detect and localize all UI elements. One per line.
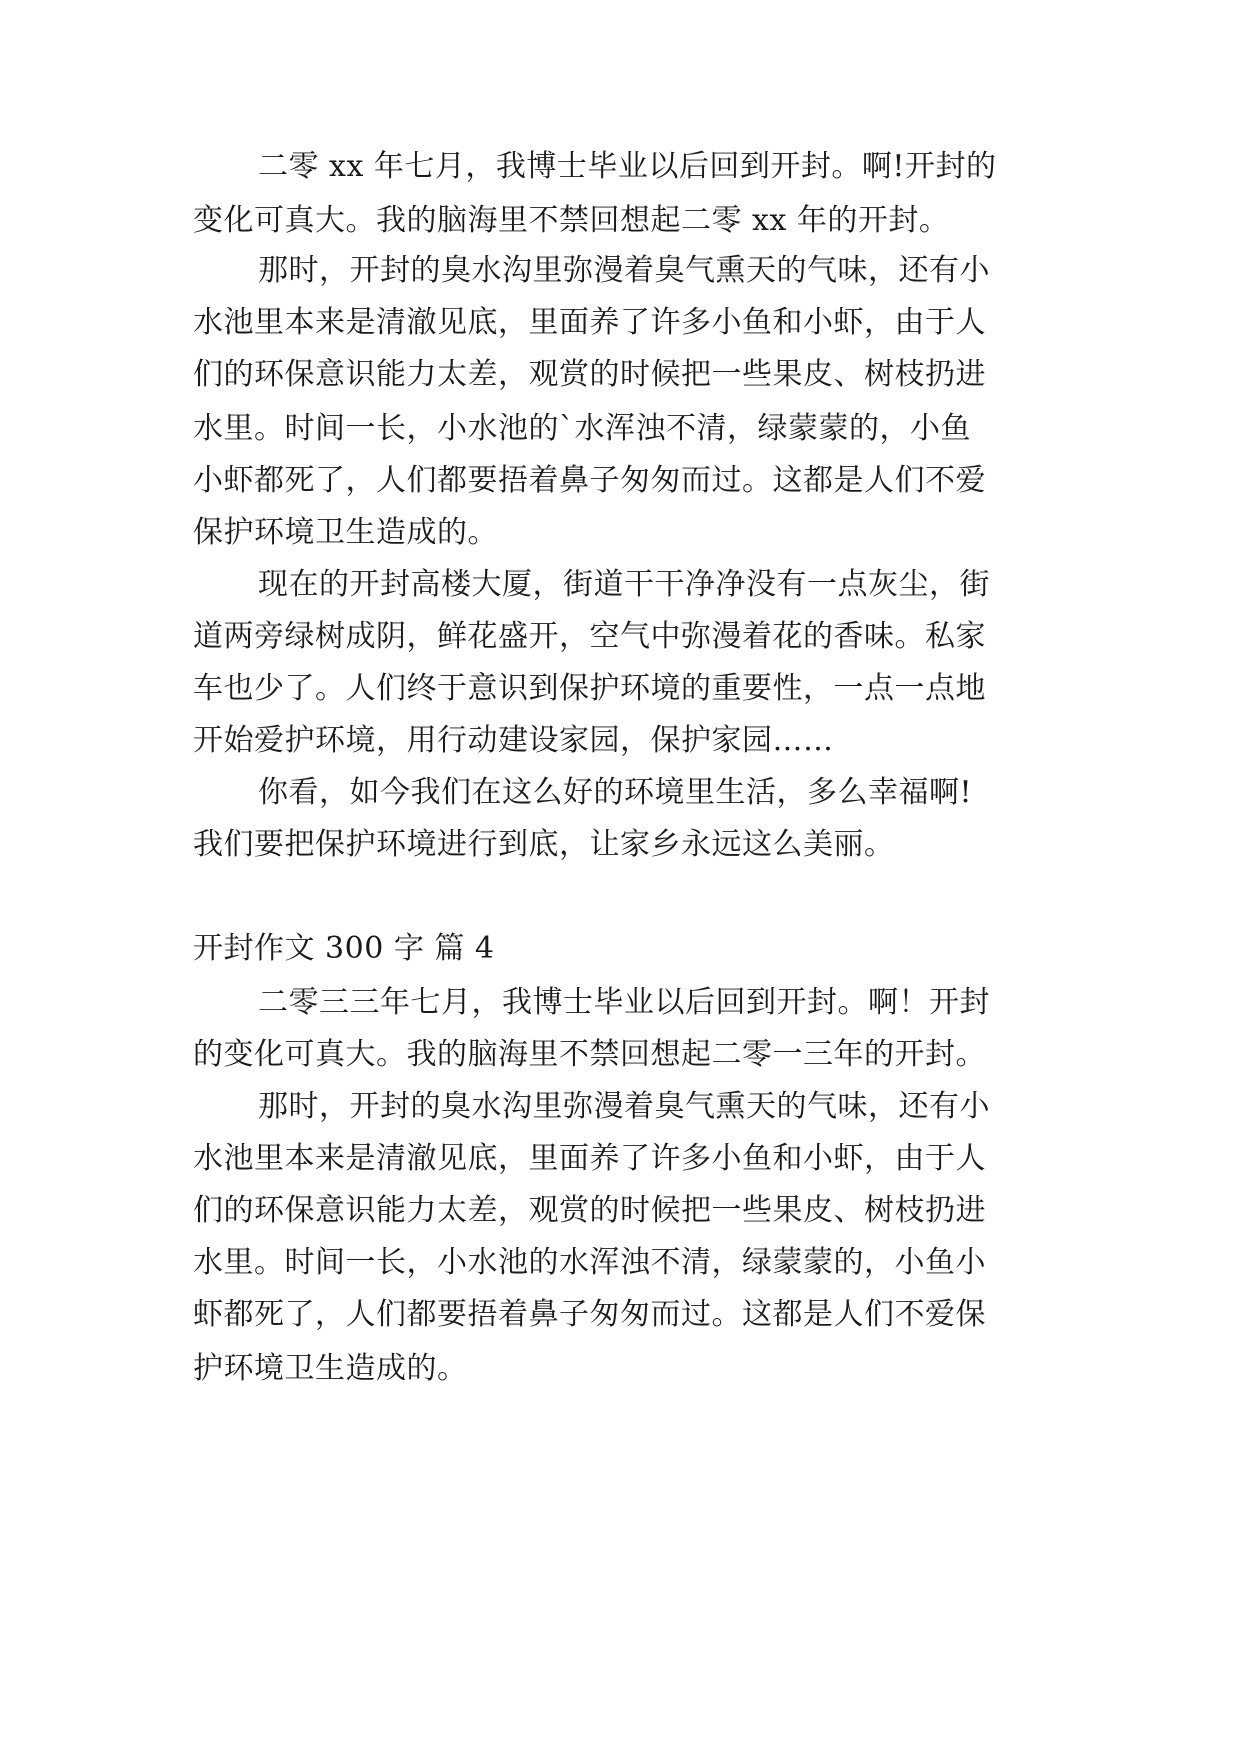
paragraph-line: 护环境卫生造成的。 bbox=[193, 1351, 468, 1386]
paragraph-line: 保护环境卫生造成的。 bbox=[193, 515, 498, 550]
paragraph-line: 现在的开封高楼大厦，街道干干净净没有一点灰尘，街 bbox=[258, 567, 990, 602]
paragraph-line: 二零三三年七月，我博士毕业以后回到开封。啊！开封 bbox=[258, 985, 990, 1020]
paragraph-line: 水里。时间一长，小水池的水浑浊不清，绿蒙蒙的，小鱼小 bbox=[193, 1245, 986, 1280]
paragraph-line: 水池里本来是清澈见底，里面养了许多小鱼和小虾，由于人 bbox=[193, 1141, 986, 1176]
paragraph-line: 你看，如今我们在这么好的环境里生活，多么幸福啊! bbox=[258, 775, 973, 810]
paragraph-line: 开始爱护环境，用行动建设家园，保护家园…… bbox=[193, 723, 834, 758]
paragraph-line: 那时，开封的臭水沟里弥漫着臭气熏天的气味，还有小 bbox=[258, 1089, 990, 1124]
paragraph-line: 水池里本来是清澈见底，里面养了许多小鱼和小虾，由于人 bbox=[193, 305, 986, 340]
paragraph-line: 们的环保意识能力太差，观赏的时候把一些果皮、树枝扔进 bbox=[193, 1193, 986, 1228]
paragraph-line: 的变化可真大。我的脑海里不禁回想起二零一三年的开封。 bbox=[193, 1037, 986, 1072]
paragraph-line: 二零 xx 年七月，我博士毕业以后回到开封。啊!开封的 bbox=[258, 149, 997, 184]
paragraph-line: 水里。时间一长，小水池的`水浑浊不清，绿蒙蒙的，小鱼 bbox=[193, 411, 971, 446]
paragraph-line: 车也少了。人们终于意识到保护环境的重要性，一点一点地 bbox=[193, 671, 986, 706]
paragraph-line: 变化可真大。我的脑海里不禁回想起二零 xx 年的开封。 bbox=[193, 203, 950, 238]
paragraph-line: 虾都死了，人们都要捂着鼻子匆匆而过。这都是人们不爱保 bbox=[193, 1297, 986, 1332]
paragraph-line: 那时，开封的臭水沟里弥漫着臭气熏天的气味，还有小 bbox=[258, 253, 990, 288]
paragraph-line: 们的环保意识能力太差，观赏的时候把一些果皮、树枝扔进 bbox=[193, 357, 986, 392]
section-heading: 开封作文 300 字 篇 4 bbox=[193, 931, 495, 966]
paragraph-line: 小虾都死了，人们都要捂着鼻子匆匆而过。这都是人们不爱 bbox=[193, 463, 986, 498]
paragraph-line: 道两旁绿树成阴，鲜花盛开，空气中弥漫着花的香味。私家 bbox=[193, 619, 986, 654]
paragraph-line: 我们要把保护环境进行到底，让家乡永远这么美丽。 bbox=[193, 827, 895, 862]
